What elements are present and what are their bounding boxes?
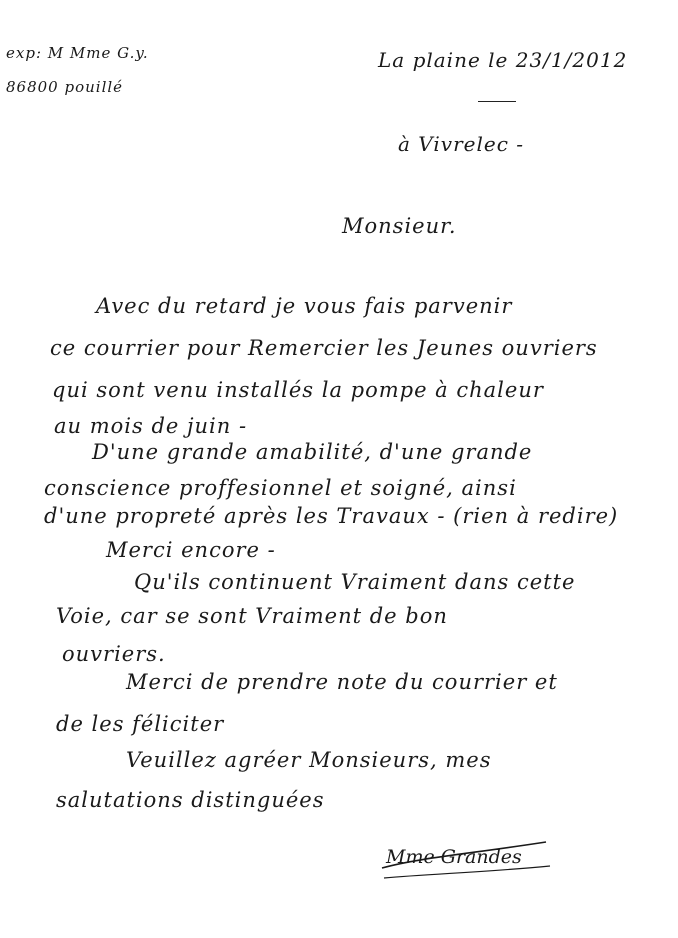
letter-line: qui sont venu installés la pompe à chaleur: [52, 378, 544, 402]
signature-name: Mme Grandes: [386, 846, 522, 868]
letter-line: d'une propreté après les Travaux - (rien à redire): [44, 504, 619, 528]
recipient: à Vivrelec -: [398, 132, 525, 156]
header-divider: [478, 101, 516, 102]
letter-line: Voie, car se sont Vraiment de bon: [56, 604, 448, 628]
letter-line: ce courrier pour Remercier les Jeunes ouvriers: [50, 336, 598, 360]
letter-line: Veuillez agréer Monsieurs, mes: [126, 748, 492, 772]
sender-address-line-1: exp: M Mme G.y.: [6, 44, 149, 62]
letter-line: D'une grande amabilité, d'une grande: [92, 440, 533, 464]
letter-line: Avec du retard je vous fais parvenir: [96, 294, 513, 318]
signature-strike-icon: [378, 828, 558, 888]
letter-line: Merci encore -: [106, 538, 276, 562]
letter-line: Qu'ils continuent Vraiment dans cette: [134, 570, 576, 594]
letter-line: au mois de juin -: [54, 414, 248, 438]
letter-line: salutations distinguées: [56, 788, 325, 812]
letter-line: de les féliciter: [56, 712, 225, 736]
letter-line: Merci de prendre note du courrier et: [126, 670, 558, 694]
place-and-date: La plaine le 23/1/2012: [378, 48, 628, 72]
handwritten-signature: [378, 828, 558, 888]
salutation: Monsieur.: [342, 214, 457, 238]
letter-line: ouvriers.: [62, 642, 166, 666]
sender-address-line-2: 86800 pouillé: [6, 78, 124, 96]
letter-line: conscience proffesionnel et soigné, ainsi: [44, 476, 517, 500]
